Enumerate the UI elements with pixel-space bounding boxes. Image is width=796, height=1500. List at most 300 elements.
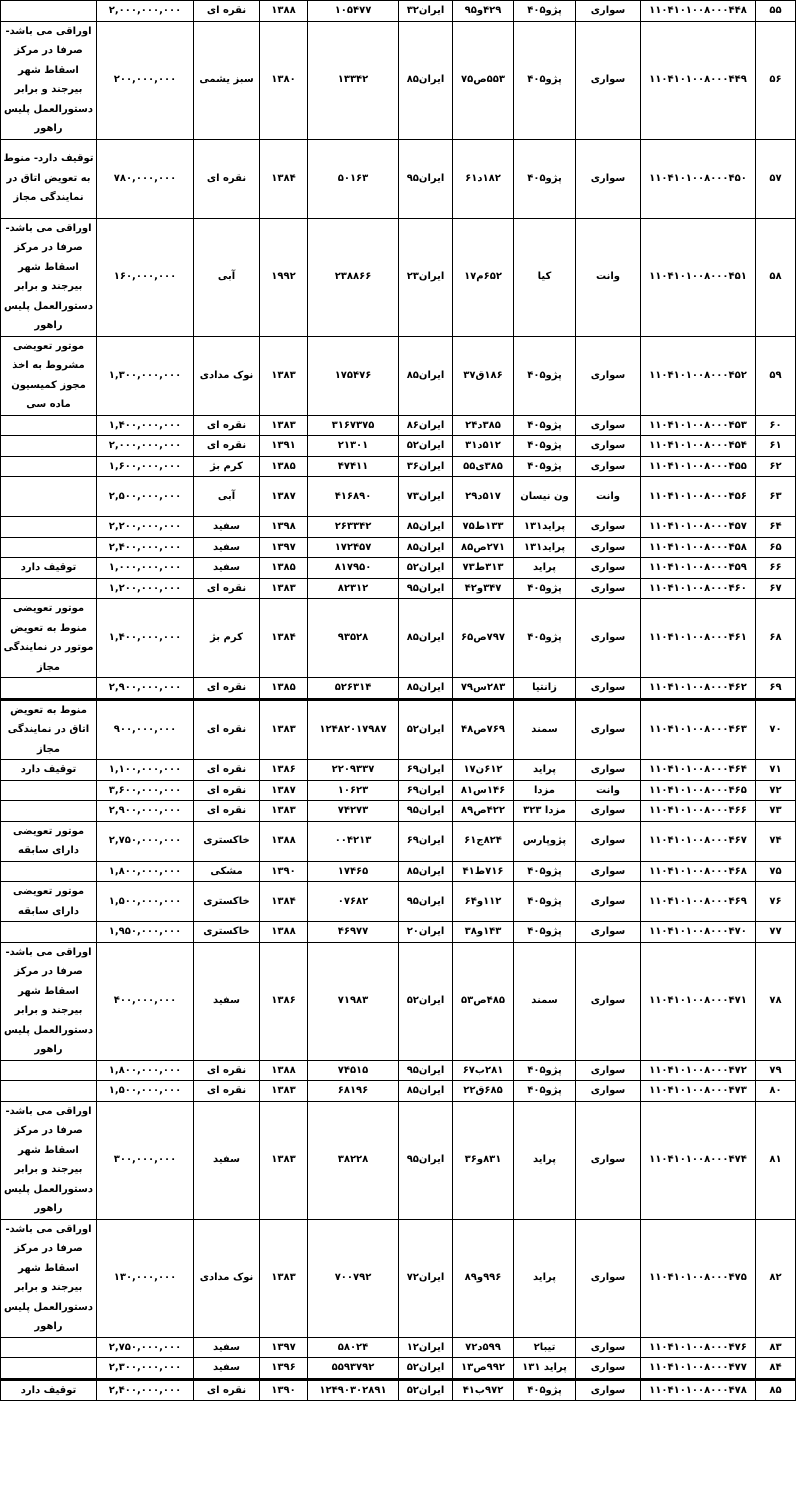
plate-region-cell: ایران۸۵: [399, 599, 453, 678]
notes-cell: موتور تعویضی دارای سابقه: [1, 821, 97, 861]
vehicle-code-cell: ۱۱۰۴۱۰۱۰۰۸۰۰۰۴۵۵: [641, 456, 756, 477]
plate-number-cell: ۳۱۳ط۷۳: [453, 558, 514, 579]
table-row: [1, 821, 796, 861]
notes-cell: [1, 517, 97, 538]
notes-cell: [1, 415, 97, 436]
vehicle-model-cell: پژو۴۰۵: [514, 1060, 576, 1081]
vehicle-model-cell: زانتیا: [514, 678, 576, 700]
base-price-cell: ۳,۶۰۰,۰۰۰,۰۰۰: [97, 780, 194, 801]
vehicle-model-cell: پژوپارس: [514, 821, 576, 861]
notes-cell: اوراقی می باشد- صرفا در مرکز اسقاط شهر بیرجند و برابر دستورالعمل پلیس راهور: [1, 218, 97, 336]
table-row: [1, 942, 796, 1060]
color-cell: نوک مدادی: [194, 336, 260, 415]
model-year-cell: ۱۳۹۸: [260, 517, 308, 538]
color-cell: سفید: [194, 1337, 260, 1358]
vehicle-code-cell: ۱۱۰۴۱۰۱۰۰۸۰۰۰۴۷۵: [641, 1219, 756, 1337]
chassis-number-cell: ۵۰۱۶۳: [308, 139, 399, 218]
model-year-cell: ۱۳۸۶: [260, 942, 308, 1060]
model-year-cell: ۱۳۸۳: [260, 415, 308, 436]
vehicle-code-cell: ۱۱۰۴۱۰۱۰۰۸۰۰۰۴۵۸: [641, 537, 756, 558]
table-row: [1, 415, 796, 436]
plate-region-cell: ایران۹۵: [399, 882, 453, 922]
table-row: [1, 1219, 796, 1337]
usage-type-cell: سواری: [576, 861, 641, 882]
plate-region-cell: ایران۸۵: [399, 537, 453, 558]
model-year-cell: ۱۳۸۸: [260, 821, 308, 861]
table-row: [1, 678, 796, 700]
vehicle-code-cell: ۱۱۰۴۱۰۱۰۰۸۰۰۰۴۶۵: [641, 780, 756, 801]
base-price-cell: ۲,۰۰۰,۰۰۰,۰۰۰: [97, 436, 194, 457]
vehicle-code-cell: ۱۱۰۴۱۰۱۰۰۸۰۰۰۴۴۸: [641, 1, 756, 22]
base-price-cell: ۱,۰۰۰,۰۰۰,۰۰۰: [97, 558, 194, 579]
vehicle-model-cell: پراید: [514, 1219, 576, 1337]
model-year-cell: ۱۳۸۳: [260, 1219, 308, 1337]
notes-cell: [1, 537, 97, 558]
chassis-number-cell: ۴۱۶۸۹۰: [308, 477, 399, 517]
base-price-cell: ۱,۱۰۰,۰۰۰,۰۰۰: [97, 760, 194, 781]
vehicle-code-cell: ۱۱۰۴۱۰۱۰۰۸۰۰۰۴۵۲: [641, 336, 756, 415]
chassis-number-cell: ۶۸۱۹۶: [308, 1081, 399, 1102]
color-cell: نقره ای: [194, 578, 260, 599]
usage-type-cell: سواری: [576, 1, 641, 22]
plate-number-cell: ۱۱۲و۶۴: [453, 882, 514, 922]
model-year-cell: ۱۳۸۳: [260, 801, 308, 822]
plate-number-cell: ۱۴۶س۸۱: [453, 780, 514, 801]
row-number-cell: ۶۵: [756, 537, 796, 558]
table-row: [1, 1081, 796, 1102]
model-year-cell: ۱۳۸۳: [260, 336, 308, 415]
plate-region-cell: ایران۲۳: [399, 218, 453, 336]
chassis-number-cell: ۴۷۴۱۱: [308, 456, 399, 477]
model-year-cell: ۱۳۹۰: [260, 1379, 308, 1401]
row-number-cell: ۸۵: [756, 1379, 796, 1401]
table-row: [1, 139, 796, 218]
chassis-number-cell: ۷۴۵۱۵: [308, 1060, 399, 1081]
plate-region-cell: ایران۶۹: [399, 821, 453, 861]
usage-type-cell: سواری: [576, 336, 641, 415]
model-year-cell: ۱۳۸۷: [260, 477, 308, 517]
row-number-cell: ۷۶: [756, 882, 796, 922]
vehicle-code-cell: ۱۱۰۴۱۰۱۰۰۸۰۰۰۴۷۰: [641, 922, 756, 943]
chassis-number-cell: ۱۰۵۴۷۷: [308, 1, 399, 22]
vehicle-code-cell: ۱۱۰۴۱۰۱۰۰۸۰۰۰۴۵۳: [641, 415, 756, 436]
color-cell: خاکستری: [194, 922, 260, 943]
base-price-cell: ۲,۲۰۰,۰۰۰,۰۰۰: [97, 517, 194, 538]
vehicle-code-cell: ۱۱۰۴۱۰۱۰۰۸۰۰۰۴۷۴: [641, 1101, 756, 1219]
vehicle-model-cell: سمند: [514, 942, 576, 1060]
chassis-number-cell: ۲۱۳۰۱: [308, 436, 399, 457]
plate-region-cell: ایران۹۵: [399, 1101, 453, 1219]
model-year-cell: ۱۳۸۵: [260, 678, 308, 700]
vehicle-model-cell: سمند: [514, 699, 576, 760]
base-price-cell: ۲,۹۰۰,۰۰۰,۰۰۰: [97, 678, 194, 700]
table-row: [1, 760, 796, 781]
usage-type-cell: سواری: [576, 1219, 641, 1337]
notes-cell: منوط به تعویض اتاق در نمایندگی مجاز: [1, 699, 97, 760]
plate-number-cell: ۸۳۱و۳۶: [453, 1101, 514, 1219]
plate-number-cell: ۳۴۷و۴۲: [453, 578, 514, 599]
model-year-cell: ۱۳۸۵: [260, 558, 308, 579]
row-number-cell: ۶۷: [756, 578, 796, 599]
usage-type-cell: سواری: [576, 882, 641, 922]
usage-type-cell: سواری: [576, 1081, 641, 1102]
usage-type-cell: وانت: [576, 477, 641, 517]
plate-region-cell: ایران۶۹: [399, 780, 453, 801]
notes-cell: [1, 477, 97, 517]
plate-number-cell: ۱۸۲د۶۱: [453, 139, 514, 218]
chassis-number-cell: ۵۵۹۳۷۹۲: [308, 1358, 399, 1380]
model-year-cell: ۱۳۹۱: [260, 436, 308, 457]
color-cell: سفید: [194, 537, 260, 558]
plate-region-cell: ایران۵۲: [399, 1379, 453, 1401]
table-row: [1, 578, 796, 599]
base-price-cell: ۱,۳۰۰,۰۰۰,۰۰۰: [97, 336, 194, 415]
usage-type-cell: سواری: [576, 1060, 641, 1081]
vehicle-code-cell: ۱۱۰۴۱۰۱۰۰۸۰۰۰۴۷۷: [641, 1358, 756, 1380]
vehicle-code-cell: ۱۱۰۴۱۰۱۰۰۸۰۰۰۴۷۳: [641, 1081, 756, 1102]
table-row: [1, 218, 796, 336]
row-number-cell: ۷۹: [756, 1060, 796, 1081]
base-price-cell: ۲۰۰,۰۰۰,۰۰۰: [97, 21, 194, 139]
base-price-cell: ۱,۴۰۰,۰۰۰,۰۰۰: [97, 415, 194, 436]
plate-number-cell: ۱۴۳و۳۸: [453, 922, 514, 943]
notes-cell: موتور تعویضی مشروط به اخذ مجوز کمیسیون ماده سی: [1, 336, 97, 415]
color-cell: نقره ای: [194, 801, 260, 822]
plate-number-cell: ۶۱۲ن۱۷: [453, 760, 514, 781]
color-cell: نقره ای: [194, 1, 260, 22]
base-price-cell: ۲,۴۰۰,۰۰۰,۰۰۰: [97, 1379, 194, 1401]
plate-number-cell: ۴۸۵ص۵۳: [453, 942, 514, 1060]
plate-region-cell: ایران۸۵: [399, 21, 453, 139]
vehicle-model-cell: پراید۱۳۱: [514, 537, 576, 558]
vehicle-model-cell: پراید: [514, 558, 576, 579]
vehicle-code-cell: ۱۱۰۴۱۰۱۰۰۸۰۰۰۴۶۸: [641, 861, 756, 882]
notes-cell: اوراقی می باشد- صرفا در مرکز اسقاط شهر بیرجند و برابر دستورالعمل پلیس راهور: [1, 1101, 97, 1219]
plate-number-cell: ۷۶۹ص۴۸: [453, 699, 514, 760]
usage-type-cell: سواری: [576, 415, 641, 436]
color-cell: نقره ای: [194, 678, 260, 700]
table-row: [1, 1101, 796, 1219]
table-row: [1, 1337, 796, 1358]
chassis-number-cell: ۱۲۴۸۲۰۱۷۹۸۷: [308, 699, 399, 760]
vehicle-model-cell: پراید: [514, 1101, 576, 1219]
plate-region-cell: ایران۹۵: [399, 801, 453, 822]
model-year-cell: ۱۳۸۳: [260, 1101, 308, 1219]
model-year-cell: ۱۳۸۸: [260, 1060, 308, 1081]
usage-type-cell: سواری: [576, 21, 641, 139]
plate-number-cell: ۵۱۲د۳۱: [453, 436, 514, 457]
chassis-number-cell: ۸۱۷۹۵۰: [308, 558, 399, 579]
usage-type-cell: سواری: [576, 517, 641, 538]
notes-cell: [1, 1060, 97, 1081]
plate-number-cell: ۷۹۷ص۶۵: [453, 599, 514, 678]
table-row: [1, 780, 796, 801]
base-price-cell: ۱,۲۰۰,۰۰۰,۰۰۰: [97, 578, 194, 599]
chassis-number-cell: ۱۷۴۶۵: [308, 861, 399, 882]
vehicle-code-cell: ۱۱۰۴۱۰۱۰۰۸۰۰۰۴۵۴: [641, 436, 756, 457]
base-price-cell: ۱,۶۰۰,۰۰۰,۰۰۰: [97, 456, 194, 477]
color-cell: کرم بژ: [194, 599, 260, 678]
model-year-cell: ۱۳۸۷: [260, 780, 308, 801]
plate-number-cell: ۵۱۷د۲۹: [453, 477, 514, 517]
base-price-cell: ۱,۵۰۰,۰۰۰,۰۰۰: [97, 882, 194, 922]
table-row: [1, 801, 796, 822]
usage-type-cell: سواری: [576, 1358, 641, 1380]
vehicle-model-cell: ون نیسان: [514, 477, 576, 517]
model-year-cell: ۱۳۸۴: [260, 882, 308, 922]
vehicle-model-cell: مزدا ۳۲۳: [514, 801, 576, 822]
chassis-number-cell: ۷۱۹۸۳: [308, 942, 399, 1060]
color-cell: خاکستری: [194, 882, 260, 922]
plate-region-cell: ایران۵۲: [399, 942, 453, 1060]
table-row: [1, 456, 796, 477]
model-year-cell: ۱۳۸۰: [260, 21, 308, 139]
color-cell: سفید: [194, 942, 260, 1060]
table-row: [1, 599, 796, 678]
model-year-cell: ۱۳۸۸: [260, 922, 308, 943]
color-cell: مشکی: [194, 861, 260, 882]
chassis-number-cell: ۱۲۴۹۰۳۰۲۸۹۱: [308, 1379, 399, 1401]
color-cell: نقره ای: [194, 415, 260, 436]
chassis-number-cell: ۸۲۳۱۲: [308, 578, 399, 599]
base-price-cell: ۱۶۰,۰۰۰,۰۰۰: [97, 218, 194, 336]
vehicle-code-cell: ۱۱۰۴۱۰۱۰۰۸۰۰۰۴۶۲: [641, 678, 756, 700]
vehicle-code-cell: ۱۱۰۴۱۰۱۰۰۸۰۰۰۴۶۷: [641, 821, 756, 861]
notes-cell: موتور تعویضی دارای سابقه: [1, 882, 97, 922]
row-number-cell: ۵۵: [756, 1, 796, 22]
usage-type-cell: وانت: [576, 780, 641, 801]
color-cell: سفید: [194, 558, 260, 579]
model-year-cell: ۱۳۹۷: [260, 1337, 308, 1358]
color-cell: آبی: [194, 218, 260, 336]
usage-type-cell: سواری: [576, 558, 641, 579]
plate-number-cell: ۹۹۲ص۱۳: [453, 1358, 514, 1380]
model-year-cell: ۱۳۹۰: [260, 861, 308, 882]
table-row: [1, 1060, 796, 1081]
vehicle-model-cell: پژو۴۰۵: [514, 415, 576, 436]
model-year-cell: ۱۹۹۲: [260, 218, 308, 336]
plate-number-cell: ۳۸۵د۲۴: [453, 415, 514, 436]
base-price-cell: ۲,۹۰۰,۰۰۰,۰۰۰: [97, 801, 194, 822]
usage-type-cell: سواری: [576, 922, 641, 943]
vehicle-model-cell: پراید: [514, 760, 576, 781]
table-row: [1, 336, 796, 415]
usage-type-cell: سواری: [576, 821, 641, 861]
usage-type-cell: سواری: [576, 599, 641, 678]
plate-region-cell: ایران۱۲: [399, 1337, 453, 1358]
plate-region-cell: ایران۹۵: [399, 578, 453, 599]
table-row: [1, 436, 796, 457]
base-price-cell: ۳۰۰,۰۰۰,۰۰۰: [97, 1101, 194, 1219]
row-number-cell: ۸۱: [756, 1101, 796, 1219]
chassis-number-cell: ۲۲۰۹۳۳۷: [308, 760, 399, 781]
model-year-cell: ۱۳۹۷: [260, 537, 308, 558]
vehicle-model-cell: پژو۴۰۵: [514, 139, 576, 218]
notes-cell: توقیف دارد: [1, 1379, 97, 1401]
row-number-cell: ۸۲: [756, 1219, 796, 1337]
notes-cell: [1, 861, 97, 882]
plate-region-cell: ایران۲۰: [399, 922, 453, 943]
usage-type-cell: سواری: [576, 578, 641, 599]
color-cell: نقره ای: [194, 436, 260, 457]
vehicle-model-cell: پژو۴۰۵: [514, 21, 576, 139]
plate-number-cell: ۳۸۵ی۵۵: [453, 456, 514, 477]
vehicle-model-cell: پژو۴۰۵: [514, 1, 576, 22]
chassis-number-cell: ۰۰۴۲۱۳: [308, 821, 399, 861]
color-cell: سفید: [194, 517, 260, 538]
base-price-cell: ۱,۸۰۰,۰۰۰,۰۰۰: [97, 861, 194, 882]
chassis-number-cell: ۴۶۹۷۷: [308, 922, 399, 943]
vehicle-code-cell: ۱۱۰۴۱۰۱۰۰۸۰۰۰۴۶۰: [641, 578, 756, 599]
notes-cell: [1, 780, 97, 801]
model-year-cell: ۱۳۸۴: [260, 139, 308, 218]
row-number-cell: ۶۶: [756, 558, 796, 579]
plate-number-cell: ۶۸۵ق۲۲: [453, 1081, 514, 1102]
usage-type-cell: سواری: [576, 1379, 641, 1401]
chassis-number-cell: ۵۸۰۲۴: [308, 1337, 399, 1358]
plate-region-cell: ایران۸۵: [399, 861, 453, 882]
table-row: [1, 1358, 796, 1380]
vehicle-model-cell: پژو۴۰۵: [514, 578, 576, 599]
vehicle-code-cell: ۱۱۰۴۱۰۱۰۰۸۰۰۰۴۷۸: [641, 1379, 756, 1401]
chassis-number-cell: ۲۶۳۳۴۲: [308, 517, 399, 538]
plate-region-cell: ایران۵۲: [399, 558, 453, 579]
vehicle-model-cell: مزدا: [514, 780, 576, 801]
row-number-cell: ۷۲: [756, 780, 796, 801]
model-year-cell: ۱۳۸۶: [260, 760, 308, 781]
model-year-cell: ۱۳۸۳: [260, 578, 308, 599]
base-price-cell: ۱,۵۰۰,۰۰۰,۰۰۰: [97, 1081, 194, 1102]
model-year-cell: ۱۳۸۳: [260, 1081, 308, 1102]
color-cell: نقره ای: [194, 1060, 260, 1081]
notes-cell: [1, 578, 97, 599]
vehicle-model-cell: تیبا۲: [514, 1337, 576, 1358]
vehicle-model-cell: پراید ۱۳۱: [514, 1358, 576, 1380]
plate-region-cell: ایران۹۵: [399, 1060, 453, 1081]
plate-region-cell: ایران۳۶: [399, 456, 453, 477]
chassis-number-cell: ۱۷۵۴۷۶: [308, 336, 399, 415]
model-year-cell: ۱۳۸۸: [260, 1, 308, 22]
vehicle-model-cell: پژو۴۰۵: [514, 456, 576, 477]
usage-type-cell: سواری: [576, 760, 641, 781]
table-row: [1, 882, 796, 922]
base-price-cell: ۲,۵۰۰,۰۰۰,۰۰۰: [97, 477, 194, 517]
plate-number-cell: ۸۲۴ج۶۱: [453, 821, 514, 861]
vehicle-model-cell: پژو۴۰۵: [514, 861, 576, 882]
base-price-cell: ۱,۴۰۰,۰۰۰,۰۰۰: [97, 599, 194, 678]
color-cell: سفید: [194, 1358, 260, 1380]
model-year-cell: ۱۳۸۴: [260, 599, 308, 678]
table-row: [1, 558, 796, 579]
table-row: [1, 21, 796, 139]
plate-region-cell: ایران۸۵: [399, 678, 453, 700]
notes-cell: موتور تعویضی منوط به تعویض موتور در نمایندگی مجاز: [1, 599, 97, 678]
table-row: [1, 1379, 796, 1401]
model-year-cell: ۱۳۸۵: [260, 456, 308, 477]
row-number-cell: ۷۳: [756, 801, 796, 822]
color-cell: نقره ای: [194, 760, 260, 781]
row-number-cell: ۶۱: [756, 436, 796, 457]
plate-region-cell: ایران۸۵: [399, 336, 453, 415]
table-row: [1, 922, 796, 943]
notes-cell: [1, 1081, 97, 1102]
usage-type-cell: سواری: [576, 699, 641, 760]
usage-type-cell: سواری: [576, 801, 641, 822]
notes-cell: اوراقی می باشد- صرفا در مرکز اسقاط شهر بیرجند و برابر دستورالعمل پلیس راهور: [1, 942, 97, 1060]
usage-type-cell: سواری: [576, 942, 641, 1060]
notes-cell: [1, 922, 97, 943]
usage-type-cell: سواری: [576, 1337, 641, 1358]
vehicle-model-cell: پراید۱۳۱: [514, 517, 576, 538]
chassis-number-cell: ۳۸۲۲۸: [308, 1101, 399, 1219]
model-year-cell: ۱۳۹۶: [260, 1358, 308, 1380]
notes-cell: [1, 678, 97, 700]
base-price-cell: ۱۳۰,۰۰۰,۰۰۰: [97, 1219, 194, 1337]
plate-number-cell: ۹۷۲ب۴۱: [453, 1379, 514, 1401]
color-cell: نقره ای: [194, 699, 260, 760]
vehicle-code-cell: ۱۱۰۴۱۰۱۰۰۸۰۰۰۴۵۹: [641, 558, 756, 579]
row-number-cell: ۵۷: [756, 139, 796, 218]
plate-number-cell: ۲۸۱ب۶۷: [453, 1060, 514, 1081]
vehicle-code-cell: ۱۱۰۴۱۰۱۰۰۸۰۰۰۴۷۶: [641, 1337, 756, 1358]
model-year-cell: ۱۳۸۳: [260, 699, 308, 760]
plate-region-cell: ایران۹۵: [399, 139, 453, 218]
usage-type-cell: وانت: [576, 218, 641, 336]
vehicle-model-cell: پژو۴۰۵: [514, 1081, 576, 1102]
base-price-cell: ۱,۹۵۰,۰۰۰,۰۰۰: [97, 922, 194, 943]
row-number-cell: ۷۵: [756, 861, 796, 882]
chassis-number-cell: ۱۰۶۲۳: [308, 780, 399, 801]
row-number-cell: ۵۶: [756, 21, 796, 139]
vehicle-model-cell: پژو۴۰۵: [514, 599, 576, 678]
plate-number-cell: ۵۹۹د۷۲: [453, 1337, 514, 1358]
table-row: [1, 1, 796, 22]
row-number-cell: ۶۸: [756, 599, 796, 678]
base-price-cell: ۹۰۰,۰۰۰,۰۰۰: [97, 699, 194, 760]
notes-cell: توقیف دارد: [1, 760, 97, 781]
color-cell: نقره ای: [194, 139, 260, 218]
vehicle-code-cell: ۱۱۰۴۱۰۱۰۰۸۰۰۰۴۵۰: [641, 139, 756, 218]
plate-number-cell: ۷۱۶ط۴۱: [453, 861, 514, 882]
table-row: [1, 699, 796, 760]
chassis-number-cell: ۲۳۸۸۶۶: [308, 218, 399, 336]
vehicle-code-cell: ۱۱۰۴۱۰۱۰۰۸۰۰۰۴۵۱: [641, 218, 756, 336]
base-price-cell: ۱,۸۰۰,۰۰۰,۰۰۰: [97, 1060, 194, 1081]
base-price-cell: ۲,۰۰۰,۰۰۰,۰۰۰: [97, 1, 194, 22]
plate-number-cell: ۱۸۶ق۳۷: [453, 336, 514, 415]
notes-cell: [1, 456, 97, 477]
vehicle-model-cell: پژو۴۰۵: [514, 336, 576, 415]
vehicle-model-cell: کیا: [514, 218, 576, 336]
row-number-cell: ۵۸: [756, 218, 796, 336]
plate-number-cell: ۹۹۶و۸۹: [453, 1219, 514, 1337]
plate-number-cell: ۲۷۱ص۸۵: [453, 537, 514, 558]
vehicle-code-cell: ۱۱۰۴۱۰۱۰۰۸۰۰۰۴۶۱: [641, 599, 756, 678]
plate-region-cell: ایران۳۲: [399, 1, 453, 22]
plate-number-cell: ۶۵۲م۱۷: [453, 218, 514, 336]
row-number-cell: ۷۰: [756, 699, 796, 760]
vehicle-code-cell: ۱۱۰۴۱۰۱۰۰۸۰۰۰۴۶۶: [641, 801, 756, 822]
vehicle-model-cell: پژو۴۰۵: [514, 1379, 576, 1401]
color-cell: خاکستری: [194, 821, 260, 861]
chassis-number-cell: ۱۷۲۴۵۷: [308, 537, 399, 558]
usage-type-cell: سواری: [576, 139, 641, 218]
plate-number-cell: ۴۲۲ص۸۹: [453, 801, 514, 822]
plate-region-cell: ایران۷۲: [399, 1219, 453, 1337]
row-number-cell: ۷۱: [756, 760, 796, 781]
row-number-cell: ۷۷: [756, 922, 796, 943]
notes-cell: توقیف دارد: [1, 558, 97, 579]
